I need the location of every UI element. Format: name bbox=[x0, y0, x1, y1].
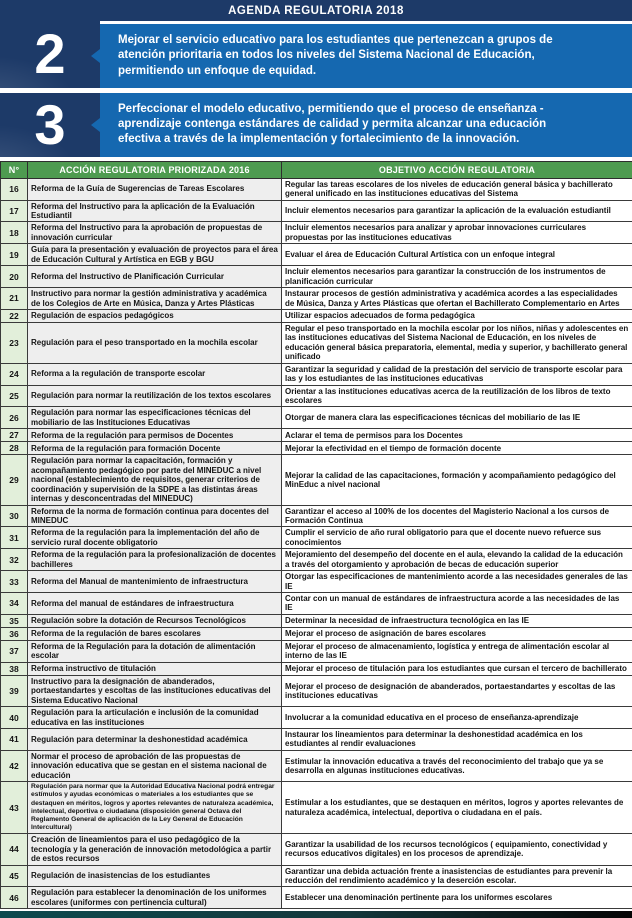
accion-regulatoria-cell: Reforma de la regulación para la implementación del año de servicio rural docente obligatorio bbox=[28, 527, 282, 549]
objetivo-cell: Mejorar la efectividad en el tiempo de formación docente bbox=[282, 442, 632, 455]
row-number: 25 bbox=[1, 385, 28, 407]
row-number: 28 bbox=[1, 442, 28, 455]
table-row bbox=[1, 887, 632, 909]
accion-regulatoria-cell: Instructivo para normar la gestión administrativa y académica de los Colegios de Arte en Música, Danza y Artes Plásticas bbox=[28, 288, 282, 310]
goal-banner-2 bbox=[0, 21, 632, 88]
row-number: 23 bbox=[1, 322, 28, 363]
row-number: 31 bbox=[1, 527, 28, 549]
table-row bbox=[1, 407, 632, 429]
row-number: 38 bbox=[1, 662, 28, 675]
table-row bbox=[1, 527, 632, 549]
table-row bbox=[1, 322, 632, 363]
row-number: 22 bbox=[1, 309, 28, 322]
row-number: 39 bbox=[1, 675, 28, 706]
row-number: 43 bbox=[1, 782, 28, 834]
column-header-accion: ACCIÓN REGULATORIA PRIORIZADA 2016 bbox=[28, 161, 282, 178]
goal-number: 2 bbox=[0, 21, 100, 88]
table-row bbox=[1, 750, 632, 781]
accion-regulatoria-cell: Reforma de la regulación para permisos de Docentes bbox=[28, 429, 282, 442]
objetivo-cell: Mejorar el proceso de designación de abanderados, portaestandartes y escoltas de las instituciones educativas bbox=[282, 675, 632, 706]
goal-banner-3 bbox=[0, 93, 632, 157]
accion-regulatoria-cell: Reforma de la Regulación para la dotación de alimentación escolar bbox=[28, 640, 282, 662]
objetivo-cell: Incluir elementos necesarios para garantizar la aplicación de la evaluación estudiantil bbox=[282, 200, 632, 222]
table-row bbox=[1, 549, 632, 571]
row-number: 30 bbox=[1, 505, 28, 527]
goal-text-panel bbox=[100, 93, 632, 157]
accion-regulatoria-cell: Regulación para establecer la denominación de los uniformes escolares (uniformes con pertinencia cultural) bbox=[28, 887, 282, 909]
row-number: 20 bbox=[1, 266, 28, 288]
accion-regulatoria-cell: Reforma del Instructivo para la aplicación de la Evaluación Estudiantil bbox=[28, 200, 282, 222]
objetivo-cell: Estimular la innovación educativa a través del reconocimiento del trabajo que ya se desarrolla en algunas instituciones educativas. bbox=[282, 750, 632, 781]
accion-regulatoria-cell: Reforma de la regulación para la profesionalización de docentes bachilleres bbox=[28, 549, 282, 571]
table-row bbox=[1, 834, 632, 865]
accion-regulatoria-cell: Regulación de inasistencias de los estudiantes bbox=[28, 865, 282, 887]
column-header-number: N° bbox=[1, 161, 28, 178]
objetivo-cell: Utilizar espacios adecuados de forma pedagógica bbox=[282, 309, 632, 322]
table-row bbox=[1, 363, 632, 385]
objetivo-cell: Orientar a las instituciones educativas acerca de la reutilización de los libros de texto escolares bbox=[282, 385, 632, 407]
accion-regulatoria-cell: Instructivo para la designación de abanderados, portaestandartes y escoltas de las instituciones educativas del Sistema Educativo Nacional bbox=[28, 675, 282, 706]
accion-regulatoria-cell: Regulación para determinar la deshonestidad académica bbox=[28, 729, 282, 751]
objetivo-cell: Involucrar a la comunidad educativa en el proceso de enseñanza-aprendizaje bbox=[282, 707, 632, 729]
row-number: 36 bbox=[1, 627, 28, 640]
objetivo-cell: Evaluar el área de Educación Cultural Artística con un enfoque integral bbox=[282, 244, 632, 266]
accion-regulatoria-cell: Regulación de espacios pedagógicos bbox=[28, 309, 282, 322]
objetivo-cell: Garantizar la seguridad y calidad de la prestación del servicio de transporte escolar para las y los estudiantes de las instituciones educativas bbox=[282, 363, 632, 385]
table-row bbox=[1, 640, 632, 662]
table-row bbox=[1, 244, 632, 266]
table-row bbox=[1, 442, 632, 455]
accion-regulatoria-cell: Reforma de la regulación de bares escolares bbox=[28, 627, 282, 640]
table-row bbox=[1, 505, 632, 527]
objetivo-cell: Mejoramiento del desempeño del docente en el aula, elevando la calidad de la educación a través del otorgamiento y aprobación de becas de educación superior bbox=[282, 549, 632, 571]
objetivo-cell: Regular las tareas escolares de los niveles de educación general básica y bachillerato general unificado en las instituciones educativas del Sistema bbox=[282, 178, 632, 200]
table-row bbox=[1, 178, 632, 200]
objetivo-cell: Garantizar una debida actuación frente a inasistencias de estudiantes para prevenir la reducción del rendimiento académico y la deserción escolar. bbox=[282, 865, 632, 887]
table-row bbox=[1, 571, 632, 593]
objetivo-cell: Instaurar los lineamientos para determinar la deshonestidad académica en los estudiantes al rendir evaluaciones bbox=[282, 729, 632, 751]
row-number: 16 bbox=[1, 178, 28, 200]
accion-regulatoria-cell: Regulación para la articulación e inclusión de la comunidad educativa en las instituciones bbox=[28, 707, 282, 729]
column-header-objetivo: OBJETIVO ACCIÓN REGULATORIA bbox=[282, 161, 632, 178]
objetivo-cell: Instaurar procesos de gestión administrativa y académica acordes a las especialidades de Música, Danza y Artes Plásticas que ofertan el Bachillerato Complementario en Artes bbox=[282, 288, 632, 310]
objetivo-cell: Mejorar el proceso de almacenamiento, logística y entrega de alimentación escolar al interno de las IE bbox=[282, 640, 632, 662]
objetivo-cell: Garantizar la usabilidad de los recursos tecnológicos ( equipamiento, conectividad y recursos educativos digitales) en los procesos de aprendizaje. bbox=[282, 834, 632, 865]
accion-regulatoria-cell: Reforma de la regulación para formación Docente bbox=[28, 442, 282, 455]
page-title: AGENDA REGULATORIA 2018 bbox=[0, 0, 632, 21]
table-header-row bbox=[1, 161, 632, 178]
accion-regulatoria-cell: Regulación sobre la dotación de Recursos Tecnológicos bbox=[28, 614, 282, 627]
row-number: 42 bbox=[1, 750, 28, 781]
arrow-left-icon bbox=[91, 118, 100, 132]
table-row bbox=[1, 614, 632, 627]
accion-regulatoria-cell: Reforma del manual de estándares de infraestructura bbox=[28, 593, 282, 615]
table-row bbox=[1, 729, 632, 751]
goal-text: Mejorar el servicio educativo para los estudiantes que pertenezcan a grupos de atención prioritaria en todos los niveles del Sistema Nacional de Educación, permitiendo un enfoque de equidad. bbox=[118, 33, 570, 79]
row-number: 29 bbox=[1, 455, 28, 505]
accion-regulatoria-cell: Reforma del Instructivo para la aprobación de propuestas de innovación curricular bbox=[28, 222, 282, 244]
accion-regulatoria-cell: Regulación para normar la capacitación, formación y acompañamiento pedagógico por parte del MINEDUC a nivel nacional (establecimiento de requisitos, generar criterios de coordinación y supervisión de la SDPE a las distintas áreas internas y desconcentradas del MINEDUC) bbox=[28, 455, 282, 505]
row-number: 37 bbox=[1, 640, 28, 662]
accion-regulatoria-cell: Regulación para normar que la Autoridad Educativa Nacional podrá entregar estímulos y ayudas económicas o materiales a los estudiantes que se destaquen en méritos, logros y aportes relevantes de naturaleza académica, intelectual, deportiva o ciudadana (disposición general Octava del Reglamento General de aplicación de la Ley General de Educación Intercultural) bbox=[28, 782, 282, 834]
objetivo-cell: Otorgar de manera clara las especificaciones técnicas del mobiliario de las IE bbox=[282, 407, 632, 429]
table-row bbox=[1, 865, 632, 887]
table-body bbox=[1, 178, 632, 909]
table-row bbox=[1, 200, 632, 222]
table-row bbox=[1, 385, 632, 407]
row-number: 44 bbox=[1, 834, 28, 865]
goal-number: 3 bbox=[0, 93, 100, 157]
table-row bbox=[1, 429, 632, 442]
table-row bbox=[1, 782, 632, 834]
table-row bbox=[1, 662, 632, 675]
objetivo-cell: Establecer una denominación pertinente para los uniformes escolares bbox=[282, 887, 632, 909]
accion-regulatoria-cell: Reforma de la norma de formación continua para docentes del MINEDUC bbox=[28, 505, 282, 527]
objetivo-cell: Regular el peso transportado en la mochila escolar por los niños, niñas y adolescentes en las instituciones educativas del Sistema Nacional de Educación, en los niveles de educación general básica preparatoria, elemental, media y superior, y bachillerato general unificado bbox=[282, 322, 632, 363]
row-number: 17 bbox=[1, 200, 28, 222]
row-number: 46 bbox=[1, 887, 28, 909]
accion-regulatoria-cell: Regulación para el peso transportado en la mochila escolar bbox=[28, 322, 282, 363]
accion-regulatoria-cell: Creación de lineamientos para el uso pedagógico de la tecnología y la generación de innovación metodológica a partir de estos recursos bbox=[28, 834, 282, 865]
row-number: 45 bbox=[1, 865, 28, 887]
row-number: 41 bbox=[1, 729, 28, 751]
accion-regulatoria-cell: Reforma del Manual de mantenimiento de infraestructura bbox=[28, 571, 282, 593]
row-number: 24 bbox=[1, 363, 28, 385]
row-number: 27 bbox=[1, 429, 28, 442]
objetivo-cell: Estimular a los estudiantes, que se destaquen en méritos, logros y aportes relevantes de naturaleza académica, intelectual, deportiva o ciudadana en el país. bbox=[282, 782, 632, 834]
regulatory-actions-table bbox=[0, 161, 632, 910]
accion-regulatoria-cell: Normar el proceso de aprobación de las propuestas de innovación educativa que se gestan en el sistema nacional de educación bbox=[28, 750, 282, 781]
arrow-left-icon bbox=[91, 49, 100, 63]
objetivo-cell: Incluir elementos necesarios para garantizar la construcción de los instrumentos de planificación curricular bbox=[282, 266, 632, 288]
accion-regulatoria-cell: Reforma a la regulación de transporte escolar bbox=[28, 363, 282, 385]
table-row bbox=[1, 675, 632, 706]
bottom-shadow-bar bbox=[0, 911, 632, 918]
objetivo-cell: Incluir elementos necesarios para analizar y aprobar innovaciones curriculares propuestas por las instituciones educativas bbox=[282, 222, 632, 244]
objetivo-cell: Mejorar la calidad de las capacitaciones, formación y acompañamiento pedagógico del MinEduc a nivel nacional bbox=[282, 455, 632, 505]
row-number: 40 bbox=[1, 707, 28, 729]
row-number: 26 bbox=[1, 407, 28, 429]
row-number: 34 bbox=[1, 593, 28, 615]
objetivo-cell: Mejorar el proceso de titulación para los estudiantes que cursan el tercero de bachillerato bbox=[282, 662, 632, 675]
accion-regulatoria-cell: Reforma de la Guía de Sugerencias de Tareas Escolares bbox=[28, 178, 282, 200]
table-row bbox=[1, 222, 632, 244]
row-number: 19 bbox=[1, 244, 28, 266]
table-row bbox=[1, 627, 632, 640]
accion-regulatoria-cell: Regulación para normar la reutilización de los textos escolares bbox=[28, 385, 282, 407]
table-row bbox=[1, 309, 632, 322]
row-number: 35 bbox=[1, 614, 28, 627]
table-row bbox=[1, 266, 632, 288]
row-number: 32 bbox=[1, 549, 28, 571]
goal-text: Perfeccionar el modelo educativo, permitiendo que el proceso de enseñanza - aprendizaje contenga estándares de calidad y permita alcanzar una educación efectiva a través de la implementación y fortalecimiento de la innovación. bbox=[118, 102, 570, 148]
table-row bbox=[1, 707, 632, 729]
accion-regulatoria-cell: Reforma instructivo de titulación bbox=[28, 662, 282, 675]
table-row bbox=[1, 593, 632, 615]
objetivo-cell: Determinar la necesidad de infraestructura tecnológica en las IE bbox=[282, 614, 632, 627]
objetivo-cell: Garantizar el acceso al 100% de los docentes del Magisterio Nacional a los cursos de Formación Continua bbox=[282, 505, 632, 527]
goal-text-panel bbox=[100, 24, 632, 88]
objetivo-cell: Contar con un manual de estándares de infraestructura acorde a las necesidades de las IE bbox=[282, 593, 632, 615]
accion-regulatoria-cell: Regulación para normar las especificaciones técnicas del mobiliario de las Instituciones Educativas bbox=[28, 407, 282, 429]
objetivo-cell: Mejorar el proceso de asignación de bares escolares bbox=[282, 627, 632, 640]
accion-regulatoria-cell: Guía para la presentación y evaluación de proyectos para el área de Educación Cultural y Artística en EGB y BGU bbox=[28, 244, 282, 266]
row-number: 21 bbox=[1, 288, 28, 310]
objetivo-cell: Cumplir el servicio de año rural obligatorio para que el docente nuevo refuerce sus conocimientos bbox=[282, 527, 632, 549]
table-row bbox=[1, 288, 632, 310]
table-row bbox=[1, 455, 632, 505]
objetivo-cell: Otorgar las especificaciones de mantenimiento acorde a las necesidades generales de las IE bbox=[282, 571, 632, 593]
row-number: 33 bbox=[1, 571, 28, 593]
row-number: 18 bbox=[1, 222, 28, 244]
objetivo-cell: Aclarar el tema de permisos para los Docentes bbox=[282, 429, 632, 442]
regulatory-table-wrapper bbox=[0, 161, 632, 910]
accion-regulatoria-cell: Reforma del Instructivo de Planificación Curricular bbox=[28, 266, 282, 288]
